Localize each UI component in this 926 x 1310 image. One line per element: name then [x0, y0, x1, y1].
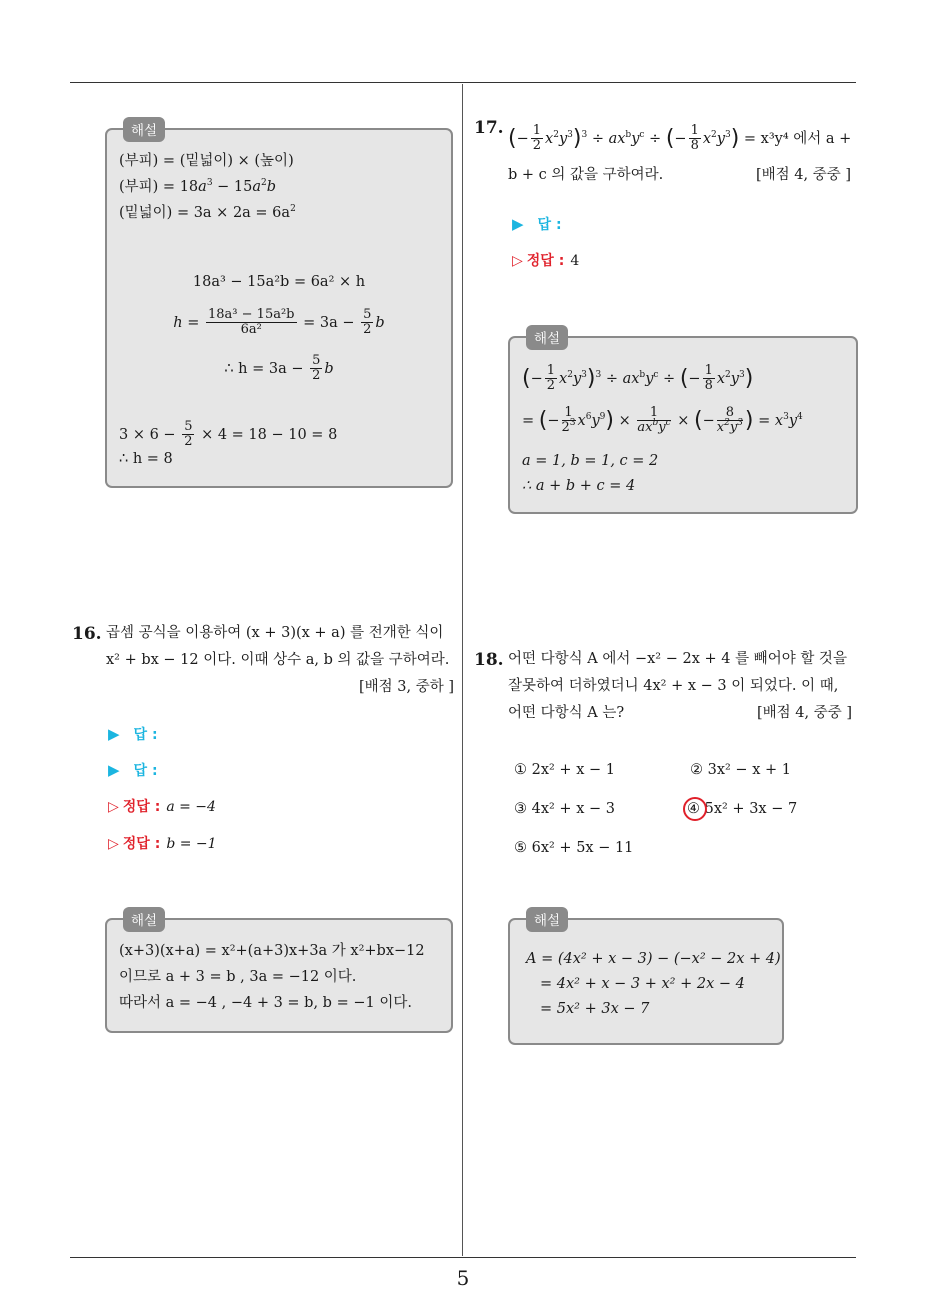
question-points: [배점 4, 중중 ]	[756, 167, 852, 183]
outline-triangle-icon: ▷	[108, 836, 119, 852]
solution-line: (밑넓이) = $3a \times 2a = 6a^2$	[119, 204, 296, 221]
choice-5[interactable]: ⑤ 6x² + 5x − 11	[514, 840, 634, 856]
question-16-text	[106, 620, 454, 701]
solution-box-16	[105, 913, 453, 1033]
solution-line: 3 × 6 − $\frac{5}{2}$ × 4 = 18 − 10 = 8	[119, 419, 338, 450]
solution-tag: 해설	[123, 907, 165, 932]
solution-equation: 18a³ − 15a²b = 6a² × h	[192, 274, 366, 290]
play-icon: ▶	[108, 725, 120, 743]
play-icon: ▶	[512, 215, 524, 233]
solution-line: ∴ a + b + c = 4	[522, 478, 636, 494]
question-line: x² + bx − 12 이다. 이때 상수 a, b 의 값을 구하여라.	[106, 652, 450, 668]
play-icon: ▶	[108, 761, 120, 779]
choice-2[interactable]: ② 3x² − x + 1	[690, 762, 791, 778]
solution-line: = 5x² + 3x − 7	[540, 1001, 650, 1017]
question-line: 어떤 다항식 A 에서 −x² − 2x + 4 를 빼어야 할 것을	[508, 651, 847, 667]
solution-line: A = (4x² + x − 3) − (−x² − 2x + 4)	[526, 951, 781, 967]
outline-triangle-icon: ▷	[108, 799, 119, 815]
choice-1[interactable]: ① 2x² + x − 1	[514, 762, 615, 778]
question-number-17: 17.	[474, 118, 504, 138]
question-number-18: 18.	[474, 650, 504, 670]
solution-box-17	[508, 331, 858, 514]
solution-line: = 4x² + x − 3 + x² + 2x − 4	[540, 976, 745, 992]
solution-line: (부피) = $18a^3 - 15a^2b$	[119, 178, 277, 195]
solution-line: 따라서 a = −4 , −4 + 3 = b, b = −1 이다.	[119, 995, 412, 1011]
bottom-rule	[70, 1257, 856, 1258]
question-18-text	[508, 646, 860, 727]
solution-line: (− $\frac{1}{2}$ $x^2y^3)^3 \div ax^by^c$ ÷ (− $\frac{1}{8}$ $x^2y^3$)	[522, 363, 754, 394]
solution-tag: 해설	[123, 117, 165, 142]
question-points: [배점 4, 중중 ]	[756, 705, 852, 721]
question-line: 잘못하여 더하였더니 4x² + x − 3 이 되었다. 이 때,	[508, 678, 839, 694]
solution-line: ∴ h = 8	[119, 451, 173, 467]
solution-box-18	[508, 913, 784, 1045]
column-divider	[462, 84, 463, 1256]
solution-tag: 해설	[526, 325, 568, 350]
page-number: 5	[456, 1266, 470, 1290]
solution-tag: 해설	[526, 907, 568, 932]
solution-line: = (− $\frac{1}{2^3}$ $x^6y^9$) × 1 $ax^by^c$ × (− $\frac{8}{x^2y^3}$ ) = $x^3y^4$	[522, 405, 803, 436]
answer-key-16a: ▷ 정답 : a = −4	[108, 799, 216, 815]
solution-line: (부피) = (밑넓이) × (높이)	[119, 153, 294, 169]
solution-equation: ∴ h = 3a − $\frac{5}{2}$ b	[224, 353, 334, 384]
choice-4[interactable]: ④ 5x² + 3x − 7	[687, 801, 798, 817]
question-17-expression: (− $\frac{1}{2}$ $x^2y^3)^3 \div ax^by^c$ ÷ (− $\frac{1}{8}$ $x^2y^3) = x^3y^4$ 에서 a +	[508, 123, 852, 154]
answer-field-17[interactable]: ▶ 답 :	[512, 215, 562, 233]
question-number-16: 16.	[72, 624, 102, 644]
question-line: b + c 의 값을 구하여라.	[508, 167, 664, 183]
solution-line: (x+3)(x+a) = x²+(a+3)x+3a 가 x²+bx−12	[119, 943, 425, 959]
question-line: 어떤 다항식 A 는?	[508, 705, 625, 721]
answer-field-16a[interactable]: ▶ 답 :	[108, 725, 158, 743]
answer-key-16b: ▷ 정답 : b = −1	[108, 836, 217, 852]
solution-line: 이므로 a + 3 = b , 3a = −12 이다.	[119, 969, 357, 985]
solution-box-15	[105, 123, 453, 488]
solution-line: a = 1, b = 1, c = 2	[522, 453, 659, 469]
answer-key-17: ▷ 정답 : 4	[512, 253, 580, 269]
solution-equation: h = $\frac{\text{18a³ − 15a²b}}{\text{6a²}}$ = 3a − $\frac{5}{2}$ b	[173, 307, 385, 338]
outline-triangle-icon: ▷	[512, 253, 523, 269]
question-points: [배점 3, 중하 ]	[358, 679, 454, 695]
answer-field-16b[interactable]: ▶ 답 :	[108, 761, 158, 779]
question-line: 곱셈 공식을 이용하여 (x + 3)(x + a) 를 전개한 식이	[106, 625, 444, 641]
selected-answer-circle-icon	[683, 797, 707, 821]
choice-3[interactable]: ③ 4x² + x − 3	[514, 801, 615, 817]
top-rule	[70, 82, 856, 83]
